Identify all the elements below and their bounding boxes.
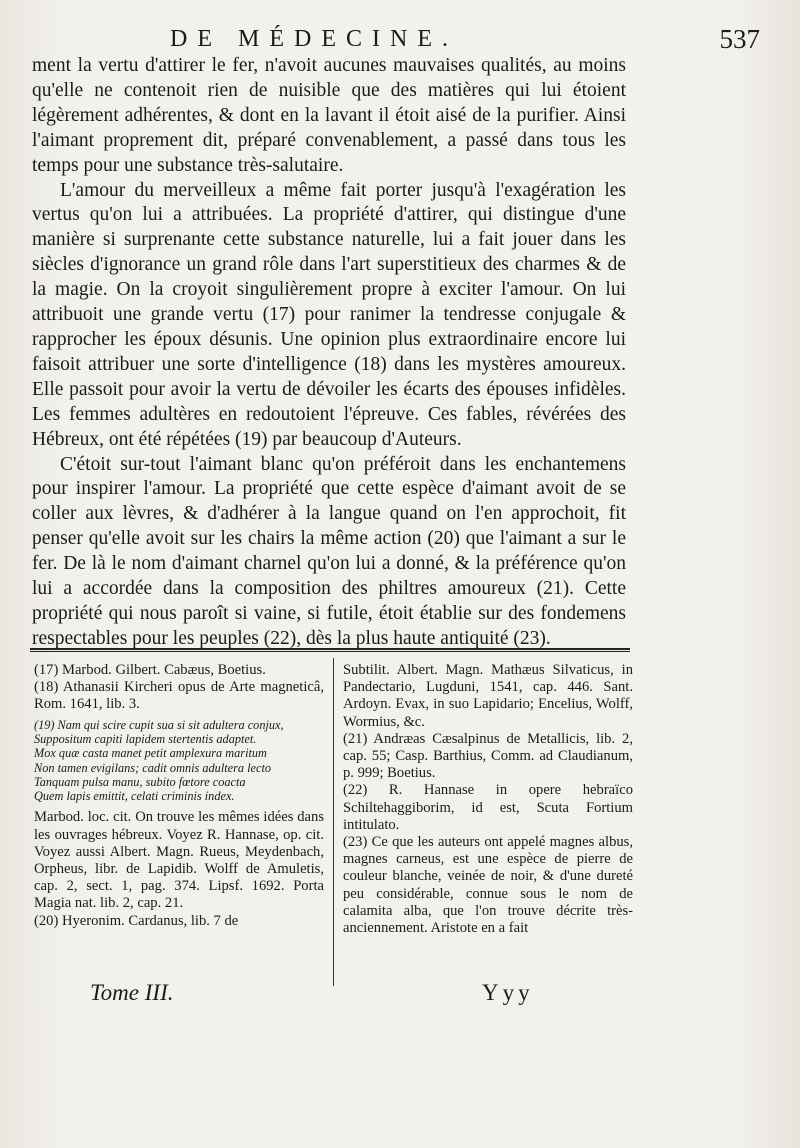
footnote-20-continued: Subtilit. Albert. Magn. Mathæus Silvaticus, in Pandectario, Lugduni, 1541, cap. 446. Sant. Ardoyn. Evax, in suo Lapidario; Encelius, Wolff, Wormius, &c. — [343, 662, 633, 730]
footnote-21: (21) Andræas Cæsalpinus de Metallicis, lib. 2, cap. 55; Casp. Barthius, Comm. ad Claudianum, p. 999; Boetius. — [343, 730, 633, 782]
paragraph-2: L'amour du merveilleux a même fait porter jusqu'à l'exagération les vertus qu'on lui a attribuées. La propriété d'attirer, qui distingue d'une manière si surprenante cette substance naturelle, lui a fait jouer dans les siècles d'ignorance un grand rôle dans l'art superstitieux des charmes & de la magie. On la croyoit singulièrement propre à exciter l'amour. On lui attribuoit une grande vertu (17) pour ranimer la tendresse conjugale & rapprocher les époux désunis. Une opinion plus extraordinaire encore lui faisoit attribuer une sorte d'intelligence (18) dans les mystères amoureux. Elle passoit pour avoir la vertu de dévoiler les écarts des épouses infidèles. Les femmes adultères en redoutoient l'épreuve. Ces fables, révérées des Hébreux, ont été répétées (19) par beaucoup d'Auteurs. — [32, 179, 626, 450]
footnote-17: (17) Marbod. Gilbert. Cabæus, Boetius. — [34, 662, 266, 678]
signature-mark: Yyy — [482, 980, 534, 1005]
page-footer — [90, 980, 590, 1014]
footnote-22: (22) R. Hannase in opere hebraïco Schiltehaggiborim, id est, Scuta Fortium intitulato. — [343, 782, 633, 833]
footnote-19-text: Marbod. loc. cit. On trouve les mêmes idées dans les ouvrages hébreux. Voyez R. Hannase, op. cit. Voyez aussi Albert. Magn. Rueus, Meydenbach, Orpheus, libr. de Lapidib. Wolff de Amuletis, cap. 2, sect. 1, pag. 374. Lipsf. 1692. Porta Magia nat. lib. 2, cap. 21. — [34, 809, 324, 912]
page-number: 537 — [719, 24, 760, 54]
paragraph-3: C'étoit sur-tout l'aimant blanc qu'on préféroit dans les enchantemens pour inspirer l'amour. La propriété que cette espèce d'aimant avoit de se coller aux lèvres, & d'adhérer à la langue quand on l'en approchoit, fit penser qu'elle avoit sur les chairs la même action (20) que l'aimant a sur le fer. De là le nom d'aimant charnel qu'on lui a donné, & la préférence qu'on lui a accordée dans la composition des philtres amoureux (21). Cette propriété qui nous paroît si vaine, si futile, étoit établie sur des fondemens respectables pour les peuples (22), dès la plus haute antiquité (23). — [32, 453, 626, 649]
verse-line: Mox quæ casta manet petit amplexura maritum — [34, 746, 267, 761]
column-divider — [333, 658, 334, 986]
footnote-19-verse — [34, 718, 324, 804]
paragraph-1: ment la vertu d'attirer le fer, n'avoit aucunes mauvaises qualités, au moins qu'elle ne contenoit rien de nuisible que des matières qui lui étoient légèrement adhérentes, & dont en la lavant il étoit aisé de la purifier. Ainsi l'aimant proprement dit, préparé convenablement, a passé dans tous les temps pour une substance très-salutaire. — [32, 55, 626, 176]
verse-line: Non tamen evigilans; cadit omnis adultera lecto — [34, 760, 272, 775]
main-text — [32, 54, 626, 652]
volume-label: Tome III. — [90, 980, 174, 1005]
footnotes-right-column — [343, 662, 633, 937]
verse-line: (19) Nam qui scire cupit sua si sit adultera conjux, — [34, 717, 284, 732]
verse-line: Suppositum capiti lapidem stertentis adaptet. — [34, 731, 257, 746]
page-header — [30, 22, 770, 58]
footnote-20: (20) Hyeronim. Cardanus, lib. 7 de — [34, 912, 239, 929]
verse-line: Quem lapis emittit, celati criminis index. — [34, 789, 235, 804]
running-title: DE MÉDECINE. — [170, 26, 458, 52]
footnote-rule — [30, 648, 630, 650]
footnote-23: (23) Ce que les auteurs ont appelé magnes albus, magnes carneus, est une espèce de pierre de couleur blanche, veinée de noir, & d'une dureté peu considérable, connue sous le nom de calamita alba, que l'on trouve décrite très-anciennement. Aristote en a fait — [343, 834, 633, 937]
verse-line: Tanquam pulsa manu, subito fœtore coacta — [34, 774, 246, 789]
footnotes-left-column — [34, 662, 324, 930]
footnote-rule-thin — [30, 651, 630, 652]
footnote-18: (18) Athanasii Kircheri opus de Arte magneticâ, Rom. 1641, lib. 3. — [34, 679, 324, 713]
